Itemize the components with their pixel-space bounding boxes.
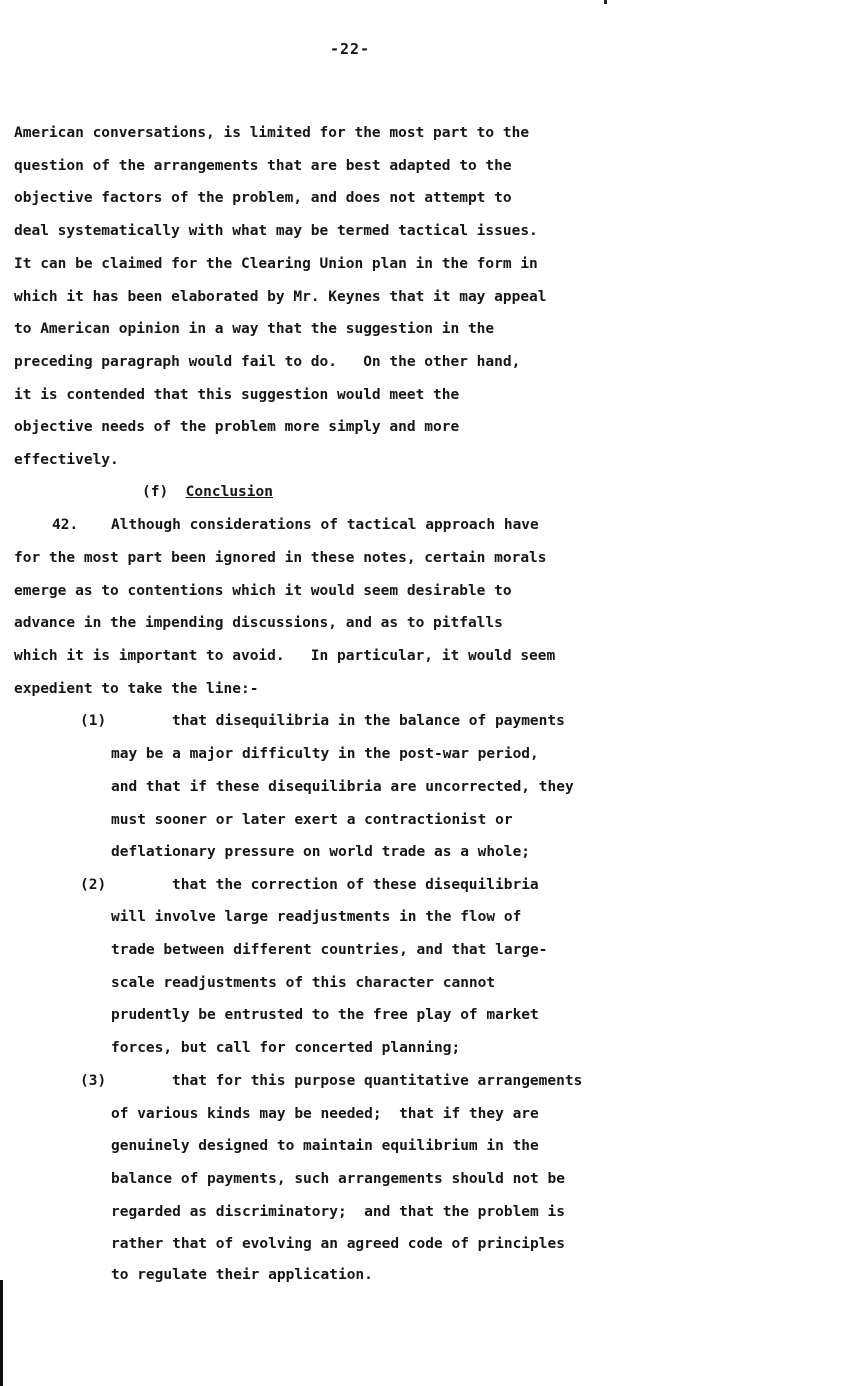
list-item-line: genuinely designed to maintain equilibrium in the — [111, 1138, 539, 1154]
section-marker: (f) — [142, 484, 169, 500]
paragraph-line: which it is important to avoid. In particular, it would seem — [14, 648, 556, 664]
paragraph-line: emerge as to contentions which it would seem desirable to — [14, 583, 512, 599]
paragraph-line: to American opinion in a way that the suggestion in the — [14, 321, 495, 337]
paragraph-line: deal systematically with what may be termed tactical issues. — [14, 223, 538, 239]
paragraph-line: which it has been elaborated by Mr. Keynes that it may appeal — [14, 289, 547, 305]
paragraph-number: 42. — [52, 517, 79, 533]
scan-edge-rule — [0, 1280, 3, 1386]
section-title: Conclusion — [185, 484, 273, 500]
paragraph-line: objective factors of the problem, and does not attempt to — [14, 190, 512, 206]
paragraph-line: effectively. — [14, 452, 119, 468]
paragraph-line: preceding paragraph would fail to do. On the other hand, — [14, 354, 521, 370]
list-item-line: to regulate their application. — [111, 1267, 373, 1283]
paragraph-line: objective needs of the problem more simply and more — [14, 419, 460, 435]
list-item-line: forces, but call for concerted planning; — [111, 1040, 461, 1056]
paragraph-line: expedient to take the line:- — [14, 681, 259, 697]
list-item-line: that disequilibria in the balance of payments — [172, 713, 565, 729]
list-item-line: will involve large readjustments in the flow of — [111, 909, 522, 925]
list-item-line: that for this purpose quantitative arrangements — [172, 1073, 583, 1089]
list-item-line: must sooner or later exert a contractionist or — [111, 812, 513, 828]
list-item-line: rather that of evolving an agreed code of principles — [111, 1236, 565, 1252]
list-item-line: of various kinds may be needed; that if they are — [111, 1106, 539, 1122]
list-item-number: (2) — [80, 877, 107, 893]
list-item-line: scale readjustments of this character cannot — [111, 975, 496, 991]
list-item-line: deflationary pressure on world trade as a whole; — [111, 844, 531, 860]
list-item-number: (1) — [80, 713, 107, 729]
list-item-line: regarded as discriminatory; and that the problem is — [111, 1204, 565, 1220]
list-item-line: and that if these disequilibria are uncorrected, they — [111, 779, 574, 795]
paragraph-line: it is contended that this suggestion would meet the — [14, 387, 460, 403]
list-item-line: may be a major difficulty in the post-war period, — [111, 746, 539, 762]
paragraph-line: advance in the impending discussions, and as to pitfalls — [14, 615, 503, 631]
paragraph-line: for the most part been ignored in these notes, certain morals — [14, 550, 547, 566]
paragraph-line: question of the arrangements that are best adapted to the — [14, 158, 512, 174]
list-item-number: (3) — [80, 1073, 107, 1089]
paragraph-line: It can be claimed for the Clearing Union plan in the form in — [14, 256, 538, 272]
list-item-line: that the correction of these disequilibria — [172, 877, 539, 893]
list-item-line: prudently be entrusted to the free play of market — [111, 1007, 539, 1023]
list-item-line: trade between different countries, and that large- — [111, 942, 548, 958]
paragraph-line: Although considerations of tactical approach have — [111, 517, 539, 533]
section-heading — [142, 483, 273, 501]
list-item-line: balance of payments, such arrangements should not be — [111, 1171, 565, 1187]
paragraph-line: American conversations, is limited for the most part to the — [14, 125, 530, 141]
page-number: -22- — [329, 40, 371, 58]
scan-mark — [604, 0, 607, 4]
